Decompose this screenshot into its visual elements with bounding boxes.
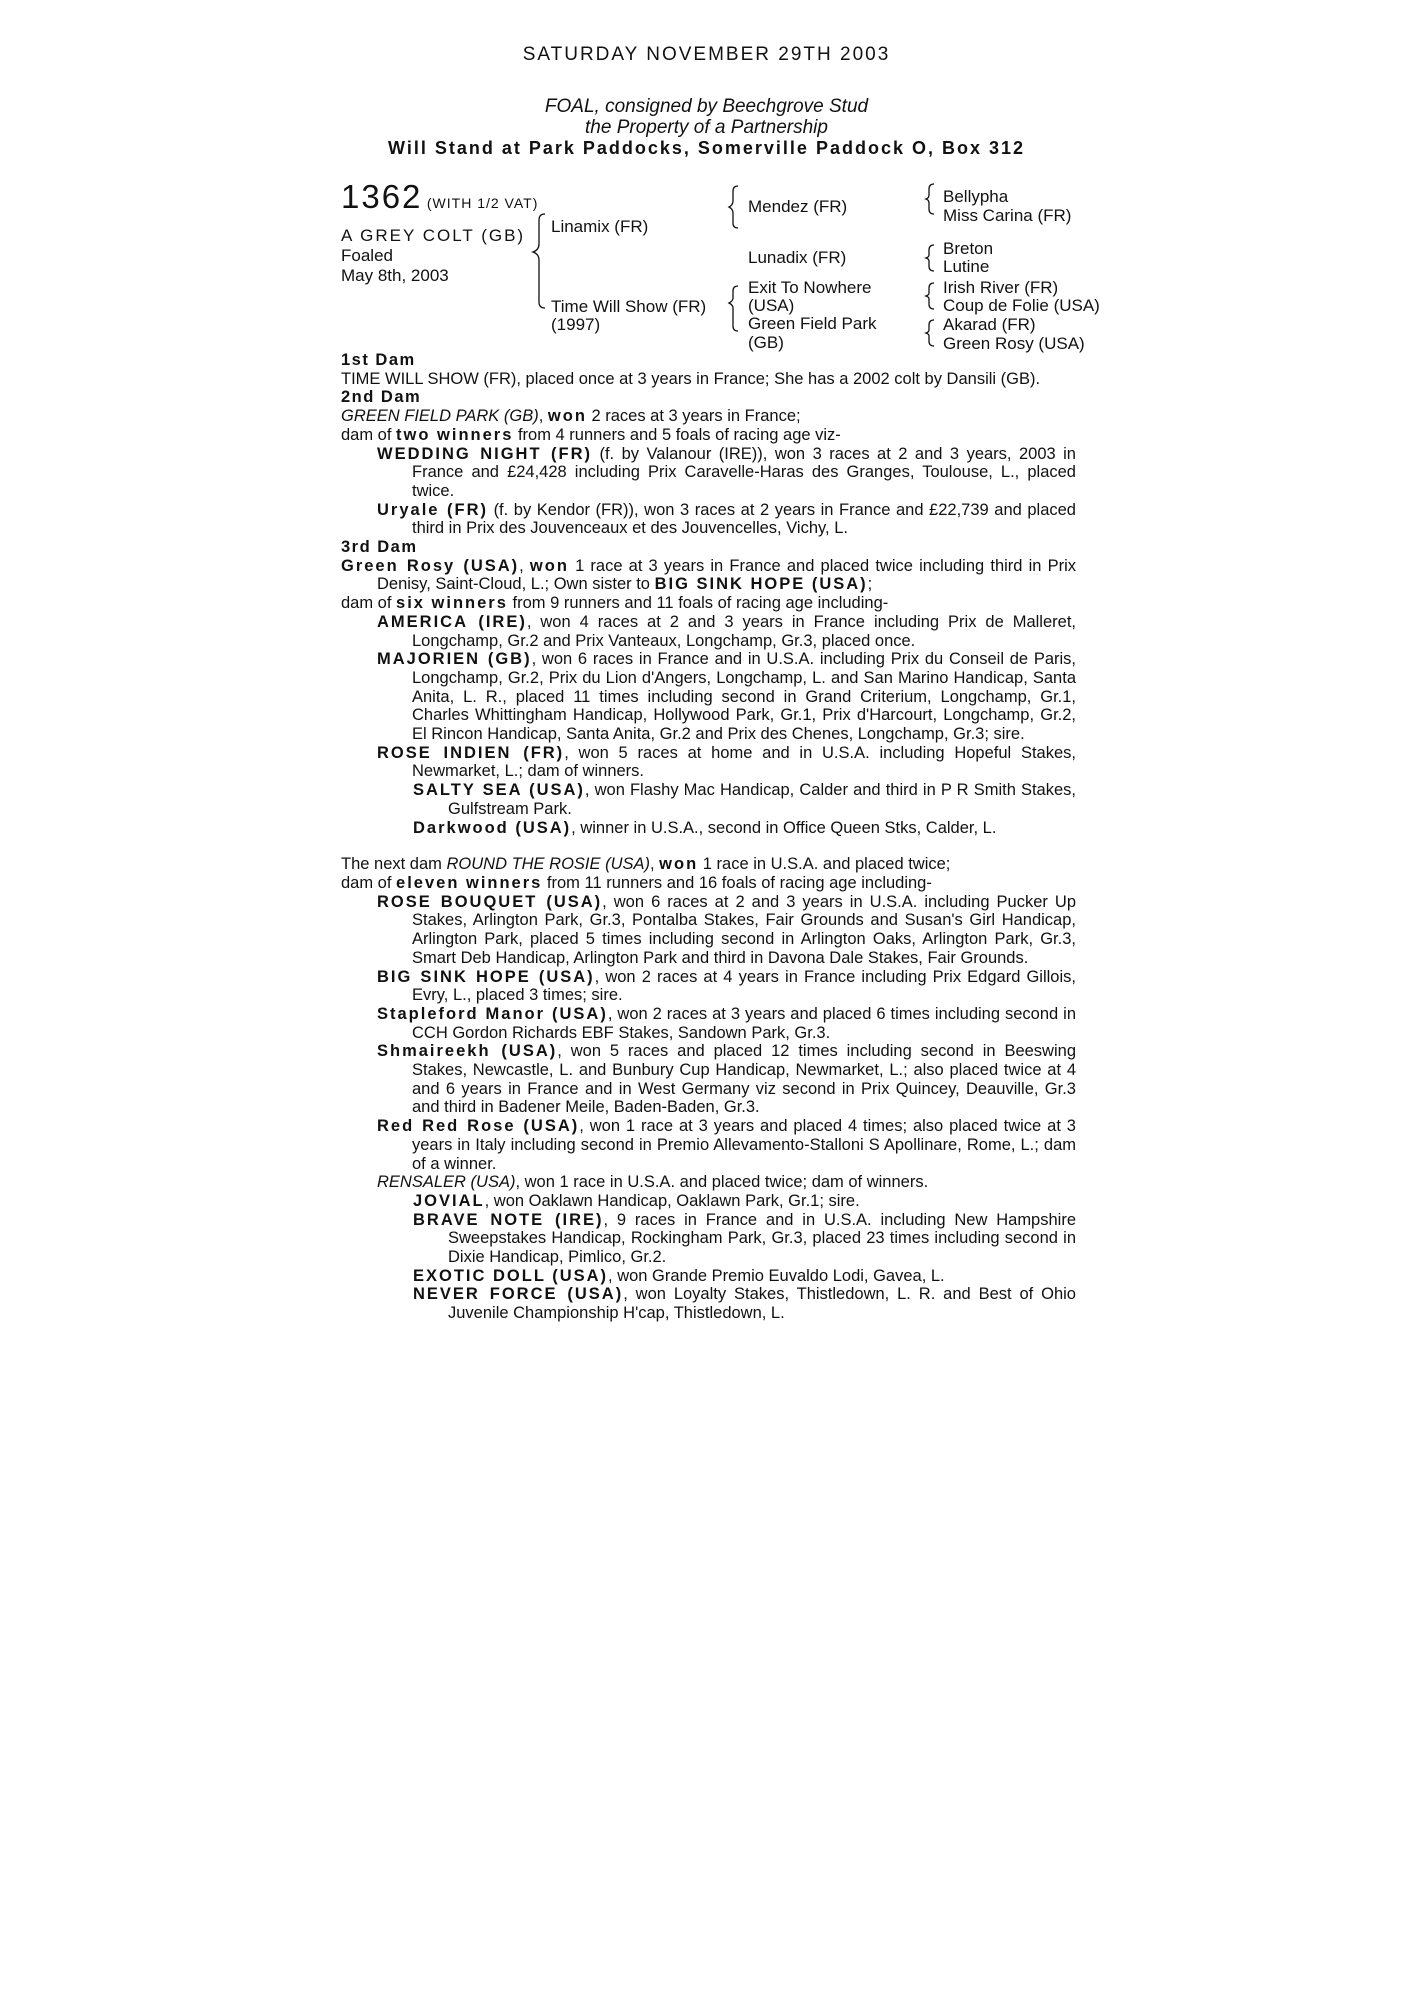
dam-sire-2: (USA) (748, 296, 795, 315)
produce-text: (f. by Valanour (IRE)), won 3 races at 2 and 3 years, 2003 in France and £24,428 including Prix Caravelle-Haras des Granges, Toulouse, L., placed twice. (412, 444, 1076, 500)
produce-text: (f. by Kendor (FR)), won 3 races at 2 years in France and £22,739 and placed third in Prix des Jouvenceaux et des Jouvencelles, Vichy, L. (412, 500, 1076, 538)
produce-text: , won 6 races in France and in U.S.A. including Prix du Conseil de Paris, Longchamp, Gr.2, Prix du Lion d'Angers, Longchamp, L. and San Marino Handicap, Santa Anita, L. R., placed 11 times including second in Grand Criterium, Longchamp, Gr.1, Charles Whittingham Handicap, Hollywood Park, Gr.1, Prix d'Harcourt, Longchamp, Gr.2, El Rincon Handicap, Santa Anita, Gr.2 and Prix des Chenes, Longchamp, Gr.3; sire. (412, 650, 1076, 744)
dam3-line1-rest: 1 race at 3 years in France and placed twice including third in Prix Denisy, Saint-Cloud, L.; Own sister to (377, 556, 1077, 594)
dam4-produce-6 (341, 1173, 1076, 1192)
pedigree-braces (0, 0, 1413, 360)
produce-text: , 9 races in France and in U.S.A. including New Hampshire Sweepstakes Handicap, Rockingham Park, Gr.3, placed 23 times including second in Dixie Handicap, Pimlico, Gr.2. (448, 1210, 1076, 1267)
dam3-line2-c: from 9 runners and 11 foals of racing age including- (507, 594, 889, 613)
sss: Bellypha (943, 187, 1009, 206)
dam4-produce-2 (341, 968, 1076, 1005)
dam4-grandproduce-1 (341, 1192, 1076, 1211)
produce-name: Uryale (FR) (377, 500, 488, 519)
dam4-line1-rest: 1 race in U.S.A. and placed twice; (698, 855, 951, 874)
dam2-line1-rest: 2 races at 3 years in France; (586, 407, 801, 426)
dam4-produce-5 (341, 1117, 1076, 1173)
dam3-produce-1 (341, 613, 1076, 650)
lot-number: 1362 (341, 178, 423, 215)
produce-name: BRAVE NOTE (IRE) (413, 1210, 604, 1229)
dam3-grandproduce-1 (341, 781, 1076, 818)
produce-name: SALTY SEA (USA) (413, 781, 585, 800)
produce-text: , won Grande Premio Euvaldo Lodi, Gavea, L. (608, 1266, 945, 1285)
dam: Time Will Show (FR) (551, 297, 707, 316)
dam1-text: TIME WILL SHOW (FR), placed once at 3 years in France; She has a 2002 colt by Dansili (GB). (341, 369, 1041, 388)
dam3-heading: 3rd Dam (341, 538, 418, 557)
dam3-produce-3 (341, 744, 1076, 781)
dss: Irish River (FR) (943, 278, 1059, 297)
dam2-winners: two winners (396, 425, 514, 444)
produce-name: NEVER FORCE (USA) (413, 1285, 624, 1304)
ddd: Green Rosy (USA) (943, 334, 1085, 353)
foaled-label: Foaled (341, 246, 393, 265)
produce-name: RENSALER (USA) (377, 1173, 516, 1192)
produce-name: EXOTIC DOLL (USA) (413, 1266, 609, 1285)
sire-dam: Lunadix (FR) (748, 248, 847, 267)
dam4-line2-a: dam of (341, 873, 397, 892)
dam2-produce-1 (341, 445, 1076, 501)
produce-text: , won 1 race at 3 years and placed 4 times; also placed twice at 3 years in Italy including second in Premio Allevamento-Stalloni S Apollinare, Rome, L.; dam of a winner. (412, 1117, 1076, 1173)
sds: Breton (943, 239, 994, 258)
dam2-won: won (547, 407, 587, 426)
dam-year: (1997) (551, 315, 601, 334)
dam2-line2-c: from 4 runners and 5 foals of racing age viz- (513, 425, 841, 444)
produce-text: , won Oaklawn Handicap, Oaklawn Park, Gr.1; sire. (484, 1191, 860, 1210)
dam3-produce-2 (341, 650, 1076, 744)
catalogue-body (341, 351, 1076, 1323)
produce-text: , won 5 races at home and in U.S.A. including Hopeful Stakes, Newmarket, L.; dam of winners. (412, 743, 1076, 781)
lot-vat: (WITH 1/2 VAT) (426, 195, 539, 211)
produce-name: ROSE BOUQUET (USA) (377, 892, 603, 911)
produce-text: , won 2 races at 3 years and placed 6 times including second in CCH Gordon Richards EBF Stakes, Sandown Park, Gr.3. (412, 1004, 1076, 1042)
dam3-winners: six winners (396, 594, 508, 613)
dam4-line2 (341, 874, 1076, 893)
dam3-line2 (341, 594, 1076, 613)
dam3-sister: BIG SINK HOPE (USA) (654, 575, 868, 594)
ssd: Miss Carina (FR) (943, 206, 1072, 225)
produce-name: BIG SINK HOPE (USA) (377, 967, 595, 986)
dam4-won: won (659, 855, 699, 874)
produce-name: ROSE INDIEN (FR) (377, 743, 565, 762)
sdd: Lutine (943, 257, 990, 276)
produce-text: , won Flashy Mac Handicap, Calder and third in P R Smith Stakes, Gulfstream Park. (448, 781, 1076, 818)
dam4-intro: The next dam (341, 855, 447, 874)
sire-sire: Mendez (FR) (748, 197, 848, 216)
dam4-winners: eleven winners (396, 873, 543, 892)
dds: Akarad (FR) (943, 315, 1036, 334)
dam1-heading: 1st Dam (341, 351, 416, 369)
produce-name: Red Red Rose (USA) (377, 1117, 580, 1136)
dam2-line2-a: dam of (341, 425, 397, 444)
property-line: the Property of a Partnership (585, 117, 828, 138)
lot-horse: A GREY COLT (GB) (341, 226, 526, 245)
dam4-line2-c: from 11 runners and 16 foals of racing age including- (542, 873, 932, 892)
produce-name: Shmaireekh (USA) (377, 1042, 558, 1061)
produce-name: JOVIAL (413, 1191, 485, 1210)
dam4-produce-3 (341, 1005, 1076, 1042)
produce-text: , won 6 races at 2 and 3 years in U.S.A. including Pucker Up Stakes, Arlington Park, Gr.3, Pontalba Stakes, Fair Grounds and Susan's Girl Handicap, Arlington Park, placed 5 times including second in Arlington Oaks, Arlington Park, Gr.3, Smart Deb Handicap, Arlington Park and third in Davona Dale Stakes, Fair Grounds. (412, 892, 1076, 967)
produce-name: Darkwood (USA) (413, 818, 572, 837)
produce-text: , won 4 races at 2 and 3 years in France including Prix de Malleret, Longchamp, Gr.2 and Prix Vanteaux, Longchamp, Gr.3, placed once. (412, 612, 1076, 650)
produce-text: , won 5 races and placed 12 times including second in Beeswing Stakes, Newcastle, L. and Bunbury Cup Handicap, Newmarket, L.; also placed twice at 4 and 6 years in France and in West Germany viz second in Prix Quincey, Deauville, Gr.3 and third in Badener Meile, Baden-Baden, Gr.3. (412, 1042, 1076, 1117)
foaled-date: May 8th, 2003 (341, 266, 449, 285)
dam-sire-1: Exit To Nowhere (748, 278, 872, 297)
produce-name: Stapleford Manor (USA) (377, 1004, 608, 1023)
produce-name: AMERICA (IRE) (377, 612, 527, 631)
produce-text: , winner in U.S.A., second in Office Queen Stks, Calder, L. (571, 818, 997, 837)
dam2-produce-2 (341, 501, 1076, 538)
dam4-line1: The next dam ROUND THE ROSIE (USA), won 1 race in U.S.A. and placed twice; (341, 855, 951, 874)
dam4-produce-1 (341, 893, 1076, 968)
dam-dam-2: (GB) (748, 333, 784, 352)
dam3-grandproduce-2 (341, 819, 1076, 838)
dam4-grandproduce-2 (341, 1211, 1076, 1267)
consignor-line: FOAL, consigned by Beechgrove Stud (544, 96, 869, 117)
dam3-won: won (529, 556, 569, 575)
dam4-grandproduce-3 (341, 1267, 1076, 1286)
produce-name: MAJORIEN (GB) (377, 650, 532, 669)
sire: Linamix (FR) (551, 217, 649, 236)
dam2-heading: 2nd Dam (341, 388, 422, 407)
dam4-grandproduce-4 (341, 1285, 1076, 1322)
produce-text: , won 1 race in U.S.A. and placed twice; dam of winners. (515, 1173, 929, 1192)
stand-location: Will Stand at Park Paddocks, Somerville Paddock O, Box 312 (387, 138, 1026, 158)
dam3-name: Green Rosy (USA) (341, 556, 520, 575)
produce-text: , won Loyalty Stakes, Thistledown, L. R. and Best of Ohio Juvenile Championship H'cap, Thistledown, L. (448, 1285, 1076, 1323)
dam2-line2 (341, 426, 1076, 445)
dam3-line1: Green Rosy (USA), won 1 race at 3 years in France and placed twice including third in Prix Denisy, Saint-Cloud, L.; Own sister to BIG SINK HOPE (USA); (341, 556, 1077, 594)
dam2-line1: GREEN FIELD PARK (GB), won 2 races at 3 years in France; (341, 407, 801, 426)
dam4-name: ROUND THE ROSIE (USA) (446, 855, 650, 874)
sale-date: SATURDAY NOVEMBER 29TH 2003 (522, 44, 891, 65)
dam-dam-1: Green Field Park (748, 314, 877, 333)
produce-name: WEDDING NIGHT (FR) (377, 444, 592, 463)
dam3-line1-end: ; (867, 575, 873, 594)
produce-text: , won 2 races at 4 years in France including Prix Edgard Gillois, Evry, L., placed 3 times; sire. (412, 967, 1076, 1005)
dsd: Coup de Folie (USA) (943, 296, 1100, 315)
dam3-line2-a: dam of (341, 594, 397, 613)
dam4-produce-4 (341, 1042, 1076, 1117)
dam2-name: GREEN FIELD PARK (GB) (341, 407, 539, 426)
